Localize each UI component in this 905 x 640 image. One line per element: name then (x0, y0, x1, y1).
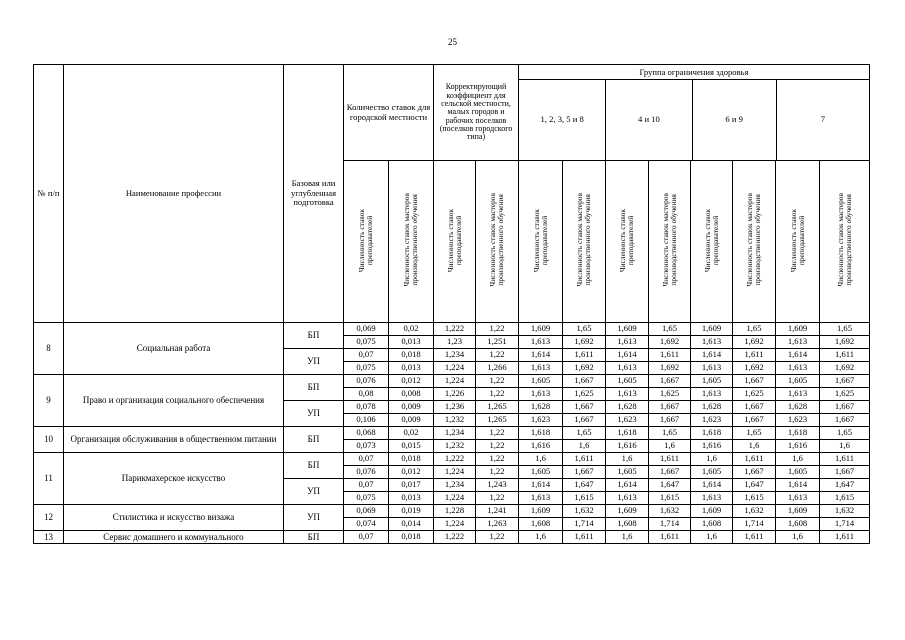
value-cell: 1,6 (519, 531, 563, 544)
value-cell: 0,073 (344, 440, 389, 453)
value-cell: 1,667 (563, 414, 606, 427)
value-cell: 1,236 (434, 401, 476, 414)
value-cell: 1,692 (820, 336, 870, 349)
value-cell: 1,22 (476, 440, 519, 453)
value-cell: 1,222 (434, 323, 476, 336)
value-cell: 1,667 (820, 375, 870, 388)
profession-name: Социальная работа (64, 323, 284, 375)
table-row (34, 505, 870, 518)
header-profession: Наименование профессии (64, 65, 284, 323)
value-cell: 1,615 (820, 492, 870, 505)
value-cell: 1,625 (733, 388, 776, 401)
value-cell: 1,6 (691, 453, 733, 466)
value-cell: 0,075 (344, 362, 389, 375)
value-cell: 1,618 (606, 427, 649, 440)
value-cell: 1,22 (476, 453, 519, 466)
value-cell: 1,611 (563, 349, 606, 362)
value-cell: 0,068 (344, 427, 389, 440)
header-health-group (519, 65, 870, 161)
value-cell: 1,625 (563, 388, 606, 401)
training-level: УП (284, 401, 344, 427)
value-cell: 1,266 (476, 362, 519, 375)
value-cell: 1,611 (563, 531, 606, 544)
value-cell: 1,226 (434, 388, 476, 401)
value-cell: 1,667 (733, 401, 776, 414)
value-cell: 1,605 (691, 375, 733, 388)
value-cell: 1,65 (820, 323, 870, 336)
value-cell: 1,692 (649, 362, 691, 375)
value-cell: 1,628 (776, 401, 820, 414)
value-cell: 1,23 (434, 336, 476, 349)
value-cell: 1,613 (606, 388, 649, 401)
value-cell: 1,6 (820, 440, 870, 453)
value-cell: 1,243 (476, 479, 519, 492)
value-cell: 1,605 (776, 466, 820, 479)
value-cell: 1,667 (820, 414, 870, 427)
value-cell: 1,616 (606, 440, 649, 453)
profession-name: Парикмахерское искусство (64, 453, 284, 505)
value-cell: 1,22 (476, 492, 519, 505)
value-cell: 1,625 (649, 388, 691, 401)
value-cell: 1,692 (733, 336, 776, 349)
row-number: 10 (34, 427, 64, 453)
value-cell: 1,263 (476, 518, 519, 531)
value-cell: 1,623 (691, 414, 733, 427)
value-cell: 1,611 (820, 531, 870, 544)
value-cell: 0,015 (389, 440, 434, 453)
value-cell: 1,6 (563, 440, 606, 453)
training-level: БП (284, 453, 344, 479)
col-masters-6: Численность ставок мастеров производственного обучения (820, 161, 870, 323)
value-cell: 1,714 (733, 518, 776, 531)
value-cell: 1,609 (519, 323, 563, 336)
value-cell: 0,019 (389, 505, 434, 518)
value-cell: 1,623 (606, 414, 649, 427)
value-cell: 1,6 (733, 440, 776, 453)
value-cell: 0,076 (344, 466, 389, 479)
value-cell: 1,615 (649, 492, 691, 505)
value-cell: 0,017 (389, 479, 434, 492)
value-cell: 1,647 (733, 479, 776, 492)
value-cell: 1,616 (776, 440, 820, 453)
value-cell: 1,232 (434, 440, 476, 453)
value-cell: 0,013 (389, 336, 434, 349)
value-cell: 1,609 (691, 505, 733, 518)
value-cell: 1,608 (519, 518, 563, 531)
value-cell: 1,625 (820, 388, 870, 401)
value-cell: 1,65 (820, 427, 870, 440)
value-cell: 1,613 (606, 492, 649, 505)
value-cell: 1,714 (820, 518, 870, 531)
value-cell: 1,611 (563, 453, 606, 466)
value-cell: 1,605 (606, 466, 649, 479)
value-cell: 0,014 (389, 518, 434, 531)
value-cell: 0,02 (389, 323, 434, 336)
value-cell: 1,613 (776, 362, 820, 375)
value-cell: 1,618 (776, 427, 820, 440)
value-cell: 1,614 (691, 479, 733, 492)
value-cell: 1,224 (434, 518, 476, 531)
table-row (34, 531, 870, 544)
value-cell: 1,613 (691, 388, 733, 401)
value-cell: 1,667 (820, 466, 870, 479)
value-cell: 1,613 (776, 336, 820, 349)
row-number: 12 (34, 505, 64, 531)
value-cell: 1,6 (776, 453, 820, 466)
value-cell: 1,667 (733, 375, 776, 388)
training-level: БП (284, 427, 344, 453)
training-level: УП (284, 479, 344, 505)
col-teachers-2: Численность ставок преподавателей (434, 161, 476, 323)
value-cell: 1,614 (691, 349, 733, 362)
value-cell: 1,667 (563, 375, 606, 388)
value-cell: 1,22 (476, 531, 519, 544)
value-cell: 0,07 (344, 349, 389, 362)
value-cell: 1,614 (776, 349, 820, 362)
training-level: БП (284, 323, 344, 349)
value-cell: 0,07 (344, 531, 389, 544)
col-masters-4: Численность ставок мастеров производственного обучения (649, 161, 691, 323)
value-cell: 1,667 (563, 466, 606, 479)
value-cell: 1,692 (563, 336, 606, 349)
value-cell: 1,65 (563, 323, 606, 336)
value-cell: 1,613 (691, 492, 733, 505)
value-cell: 1,234 (434, 427, 476, 440)
value-cell: 1,613 (776, 492, 820, 505)
value-cell: 1,608 (776, 518, 820, 531)
value-cell: 0,008 (389, 388, 434, 401)
value-cell: 1,632 (733, 505, 776, 518)
value-cell: 1,611 (649, 531, 691, 544)
value-cell: 1,6 (606, 531, 649, 544)
value-cell: 1,609 (606, 323, 649, 336)
training-level: УП (284, 349, 344, 375)
value-cell: 1,667 (563, 401, 606, 414)
value-cell: 1,628 (519, 401, 563, 414)
value-cell: 1,608 (606, 518, 649, 531)
value-cell: 0,013 (389, 362, 434, 375)
col-masters-1: Численность ставок мастеров производственного обучения (389, 161, 434, 323)
value-cell: 1,613 (519, 388, 563, 401)
value-cell: 1,224 (434, 375, 476, 388)
value-cell: 1,616 (519, 440, 563, 453)
value-cell: 1,613 (776, 388, 820, 401)
value-cell: 1,224 (434, 362, 476, 375)
row-number: 9 (34, 375, 64, 427)
value-cell: 1,667 (733, 466, 776, 479)
value-cell: 1,65 (649, 427, 691, 440)
col-masters-3: Численность ставок мастеров производственного обучения (563, 161, 606, 323)
value-cell: 1,623 (776, 414, 820, 427)
value-cell: 1,65 (733, 323, 776, 336)
training-level: БП (284, 531, 344, 544)
value-cell: 1,6 (649, 440, 691, 453)
value-cell: 1,692 (820, 362, 870, 375)
value-cell: 0,074 (344, 518, 389, 531)
value-cell: 0,012 (389, 375, 434, 388)
value-cell: 0,07 (344, 453, 389, 466)
value-cell: 1,224 (434, 492, 476, 505)
value-cell: 0,009 (389, 401, 434, 414)
value-cell: 1,22 (476, 349, 519, 362)
value-cell: 1,667 (649, 375, 691, 388)
value-cell: 1,265 (476, 401, 519, 414)
value-cell: 0,07 (344, 479, 389, 492)
value-cell: 1,232 (434, 414, 476, 427)
profession-name: Право и организация социального обеспечения (64, 375, 284, 427)
value-cell: 1,667 (733, 414, 776, 427)
value-cell: 1,22 (476, 466, 519, 479)
value-cell: 1,618 (691, 427, 733, 440)
value-cell: 1,608 (691, 518, 733, 531)
table-row (34, 323, 870, 336)
header-city-rates: Количество ставок для городской местности (344, 65, 434, 161)
row-number: 13 (34, 531, 64, 544)
col-masters-2: Численность ставок мастеров производственного обучения (476, 161, 519, 323)
value-cell: 0,106 (344, 414, 389, 427)
value-cell: 1,22 (476, 323, 519, 336)
value-cell: 1,632 (563, 505, 606, 518)
value-cell: 1,615 (563, 492, 606, 505)
header-base: Базовая или углубленная подготовка (284, 65, 344, 323)
value-cell: 1,609 (691, 323, 733, 336)
health-group-2: 4 и 10 (606, 80, 692, 160)
header-num: № п/п (34, 65, 64, 323)
value-cell: 1,609 (519, 505, 563, 518)
value-cell: 1,6 (776, 531, 820, 544)
value-cell: 1,614 (519, 349, 563, 362)
table-row (34, 427, 870, 440)
value-cell: 1,611 (649, 349, 691, 362)
value-cell: 1,616 (691, 440, 733, 453)
value-cell: 1,613 (606, 362, 649, 375)
value-cell: 1,692 (733, 362, 776, 375)
value-cell: 1,667 (649, 401, 691, 414)
col-teachers-6: Численность ставок преподавателей (776, 161, 820, 323)
value-cell: 1,647 (563, 479, 606, 492)
value-cell: 0,08 (344, 388, 389, 401)
row-number: 11 (34, 453, 64, 505)
value-cell: 1,605 (606, 375, 649, 388)
value-cell: 1,609 (776, 505, 820, 518)
value-cell: 1,265 (476, 414, 519, 427)
training-level: БП (284, 375, 344, 401)
header-coef: Корректирующий коэффициент для сельской местности, малых городов и рабочих поселков (поселков городского типа) (434, 65, 519, 161)
table-row (34, 375, 870, 388)
row-number: 8 (34, 323, 64, 375)
value-cell: 1,613 (519, 492, 563, 505)
value-cell: 0,009 (389, 414, 434, 427)
value-cell: 0,078 (344, 401, 389, 414)
value-cell: 1,628 (691, 401, 733, 414)
value-cell: 1,615 (733, 492, 776, 505)
value-cell: 0,069 (344, 323, 389, 336)
value-cell: 1,714 (563, 518, 606, 531)
value-cell: 0,018 (389, 349, 434, 362)
value-cell: 1,692 (563, 362, 606, 375)
value-cell: 0,012 (389, 466, 434, 479)
value-cell: 1,611 (733, 349, 776, 362)
health-group-title: Группа ограничения здоровья (519, 65, 869, 80)
value-cell: 1,647 (649, 479, 691, 492)
value-cell: 1,228 (434, 505, 476, 518)
value-cell: 0,013 (389, 492, 434, 505)
value-cell: 0,018 (389, 531, 434, 544)
value-cell: 1,647 (820, 479, 870, 492)
value-cell: 1,241 (476, 505, 519, 518)
profession-name: Сервис домашнего и коммунального (64, 531, 284, 544)
value-cell: 1,22 (476, 375, 519, 388)
value-cell: 1,609 (606, 505, 649, 518)
health-group-3: 6 и 9 (693, 80, 777, 160)
value-cell: 1,251 (476, 336, 519, 349)
training-level: УП (284, 505, 344, 531)
value-cell: 1,611 (733, 453, 776, 466)
value-cell: 1,613 (519, 362, 563, 375)
value-cell: 1,614 (776, 479, 820, 492)
value-cell: 1,6 (606, 453, 649, 466)
value-cell: 1,22 (476, 427, 519, 440)
value-cell: 1,628 (606, 401, 649, 414)
value-cell: 1,22 (476, 388, 519, 401)
value-cell: 1,65 (733, 427, 776, 440)
value-cell: 1,605 (691, 466, 733, 479)
value-cell: 1,667 (820, 401, 870, 414)
value-cell: 1,222 (434, 453, 476, 466)
value-cell: 1,613 (606, 336, 649, 349)
value-cell: 1,614 (519, 479, 563, 492)
value-cell: 1,224 (434, 466, 476, 479)
profession-name: Стилистика и искусство визажа (64, 505, 284, 531)
value-cell: 1,65 (649, 323, 691, 336)
value-cell: 1,611 (820, 453, 870, 466)
value-cell: 1,611 (649, 453, 691, 466)
value-cell: 0,069 (344, 505, 389, 518)
col-teachers-4: Численность ставок преподавателей (606, 161, 649, 323)
health-group-1: 1, 2, 3, 5 и 8 (519, 80, 606, 160)
value-cell: 1,605 (519, 375, 563, 388)
value-cell: 0,02 (389, 427, 434, 440)
page-number: 25 (448, 37, 457, 47)
value-cell: 0,075 (344, 492, 389, 505)
table-row (34, 453, 870, 466)
value-cell: 1,692 (649, 336, 691, 349)
value-cell: 1,6 (691, 531, 733, 544)
value-cell: 1,6 (519, 453, 563, 466)
value-cell: 1,611 (820, 349, 870, 362)
value-cell: 1,605 (519, 466, 563, 479)
value-cell: 1,714 (649, 518, 691, 531)
value-cell: 0,018 (389, 453, 434, 466)
value-cell: 1,234 (434, 349, 476, 362)
value-cell: 1,614 (606, 479, 649, 492)
value-cell: 1,609 (776, 323, 820, 336)
col-teachers-3: Численность ставок преподавателей (519, 161, 563, 323)
value-cell: 1,613 (691, 362, 733, 375)
value-cell: 1,611 (733, 531, 776, 544)
value-cell: 1,623 (519, 414, 563, 427)
value-cell: 0,075 (344, 336, 389, 349)
value-cell: 1,222 (434, 531, 476, 544)
value-cell: 1,632 (820, 505, 870, 518)
value-cell: 1,667 (649, 414, 691, 427)
col-masters-5: Численность ставок мастеров производственного обучения (733, 161, 776, 323)
value-cell: 1,613 (519, 336, 563, 349)
col-teachers-1: Численность ставок преподавателей (344, 161, 389, 323)
value-cell: 1,65 (563, 427, 606, 440)
norms-table (33, 64, 870, 544)
col-teachers-5: Численность ставок преподавателей (691, 161, 733, 323)
value-cell: 0,076 (344, 375, 389, 388)
value-cell: 1,667 (649, 466, 691, 479)
value-cell: 1,614 (606, 349, 649, 362)
value-cell: 1,234 (434, 479, 476, 492)
profession-name: Организация обслуживания в общественном питании (64, 427, 284, 453)
value-cell: 1,632 (649, 505, 691, 518)
health-group-4: 7 (820, 114, 826, 125)
value-cell: 1,605 (776, 375, 820, 388)
value-cell: 1,613 (691, 336, 733, 349)
value-cell: 1,618 (519, 427, 563, 440)
